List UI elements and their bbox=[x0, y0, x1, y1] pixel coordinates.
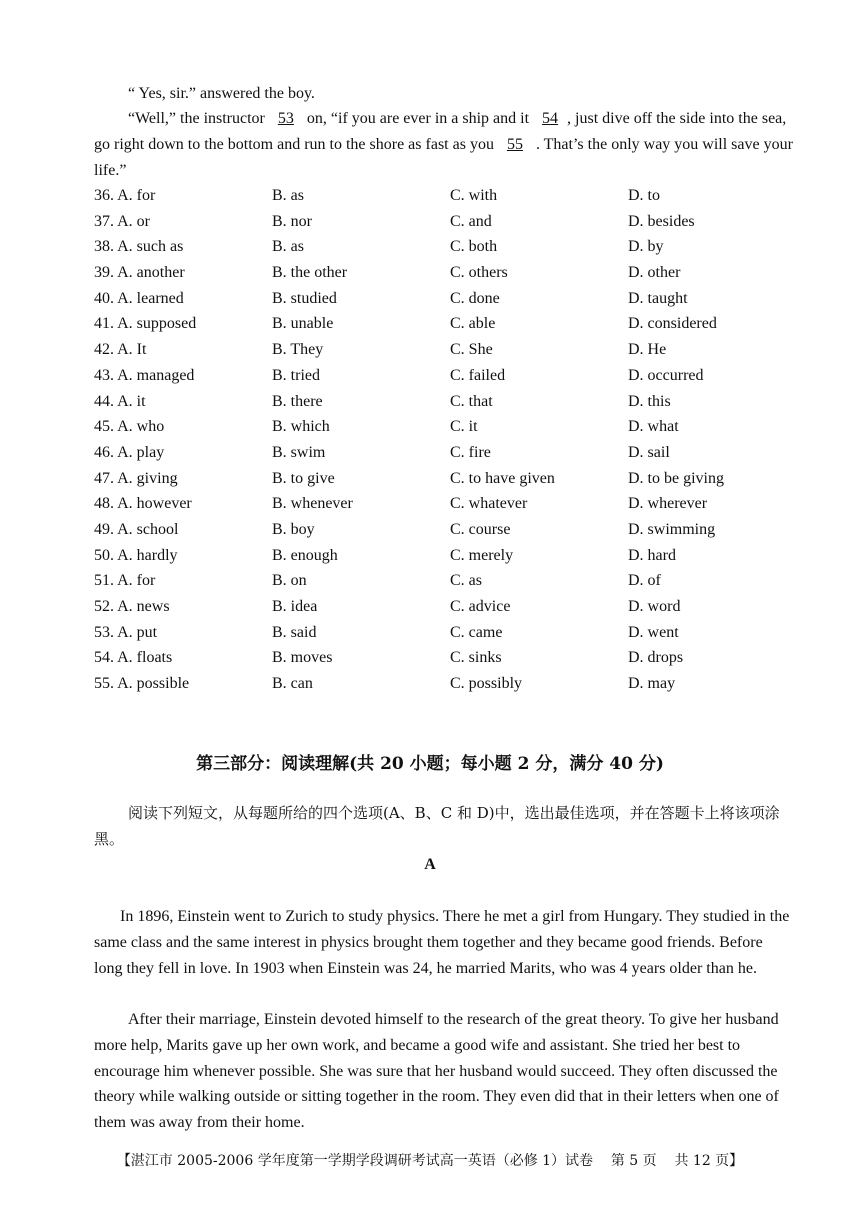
option-a: 53. A. put bbox=[94, 623, 158, 641]
option-b: B. unable bbox=[272, 315, 334, 333]
option-c: C. merely bbox=[450, 546, 514, 564]
option-b: B. swim bbox=[272, 443, 326, 461]
option-d: D. hard bbox=[628, 546, 676, 564]
option-c: C. both bbox=[450, 238, 498, 256]
option-b: B. to give bbox=[272, 469, 335, 487]
passage-text: In 1896, Einstein went to Zurich to study physics. There he met a girl from Hungary. They studied in the same class and the same interest in physics brought them together and they became good friends. Before long they fell in love. In 1903 when Einstein was 24, he married Marits, who was 4 years older than he. bbox=[94, 908, 790, 977]
question-option-row bbox=[94, 183, 794, 209]
option-d: D. may bbox=[628, 675, 676, 693]
option-b: B. as bbox=[272, 238, 304, 256]
option-d: D. other bbox=[628, 264, 681, 282]
question-option-row bbox=[94, 286, 794, 312]
option-d: D. He bbox=[628, 341, 667, 359]
question-option-row bbox=[94, 363, 794, 389]
blank-53: 53 bbox=[277, 110, 294, 127]
option-d: D. what bbox=[628, 418, 679, 436]
passage-label: A bbox=[424, 856, 436, 873]
option-b: B. whenever bbox=[272, 495, 353, 513]
option-c: C. others bbox=[450, 264, 508, 282]
question-option-row bbox=[94, 620, 794, 646]
option-b: B. enough bbox=[272, 546, 338, 564]
option-b: B. tried bbox=[272, 366, 320, 384]
question-option-row bbox=[94, 671, 794, 697]
dialogue-text: on, “if you are ever in a ship and it bbox=[306, 110, 530, 127]
blank-55: 55 bbox=[506, 135, 523, 153]
blank-54: 54 bbox=[542, 110, 559, 127]
option-a: 40. A. learned bbox=[94, 289, 184, 307]
option-d: D. to bbox=[628, 187, 660, 204]
option-a: 39. A. another bbox=[94, 264, 185, 282]
option-d: D. wherever bbox=[628, 495, 708, 513]
option-a: 55. A. possible bbox=[94, 675, 190, 693]
option-c: C. to have given bbox=[450, 469, 555, 487]
option-b: B. studied bbox=[272, 289, 337, 307]
option-b: B. can bbox=[272, 675, 313, 693]
option-b: B. boy bbox=[272, 520, 315, 538]
option-d: D. besides bbox=[628, 212, 695, 230]
passage-paragraph-2 bbox=[94, 1007, 794, 1136]
option-c: C. able bbox=[450, 315, 496, 333]
option-b: B. the other bbox=[272, 264, 348, 282]
option-a: 47. A. giving bbox=[94, 469, 178, 487]
option-a: 38. A. such as bbox=[94, 238, 184, 256]
dialogue-line-yes-sir bbox=[94, 81, 794, 107]
option-c: C. She bbox=[450, 341, 493, 359]
dialogue-text: “Well,” the instructor bbox=[128, 110, 265, 127]
option-a: 46. A. play bbox=[94, 443, 165, 461]
option-d: D. by bbox=[628, 238, 664, 256]
passage-text: After their marriage, Einstein devoted himself to the research of the great theory. To give her husband more help, Marits gave up her own work, and became a good wife and assistant. She tried her best to encourage him whenever possible. She was sure that her husband would succeed. They often discussed the theory while walking outside or sitting together in the room. They even did that in their letters when one of them was away from their home. bbox=[94, 1011, 779, 1132]
option-c: C. failed bbox=[450, 366, 506, 384]
option-c: C. done bbox=[450, 289, 500, 307]
question-option-row bbox=[94, 440, 794, 466]
option-d: D. considered bbox=[628, 315, 717, 333]
option-d: D. drops bbox=[628, 649, 684, 667]
question-option-row bbox=[94, 311, 794, 337]
instructions-text: 阅读下列短文，从每题所给的四个选项(A、B、C 和 D)中，选出最佳选项，并在答题卡上将该项涂黑。 bbox=[94, 804, 780, 848]
option-c: C. sinks bbox=[450, 649, 502, 667]
option-c: C. it bbox=[450, 418, 478, 436]
option-a: 43. A. managed bbox=[94, 366, 195, 384]
option-c: C. with bbox=[450, 187, 498, 204]
option-b: B. nor bbox=[272, 212, 312, 230]
option-d: D. to be giving bbox=[628, 469, 724, 487]
option-d: D. this bbox=[628, 392, 671, 410]
option-d: D. taught bbox=[628, 289, 688, 307]
option-c: C. as bbox=[450, 572, 482, 590]
option-c: C. fire bbox=[450, 443, 491, 461]
option-a: 42. A. It bbox=[94, 341, 147, 359]
option-a: 41. A. supposed bbox=[94, 315, 197, 333]
option-a: 48. A. however bbox=[94, 495, 192, 513]
dialogue-text: . That’s the only way you will save your life.” bbox=[94, 135, 793, 179]
passage-paragraph-1 bbox=[94, 904, 794, 981]
option-c: C. and bbox=[450, 212, 492, 230]
question-option-row bbox=[94, 517, 794, 543]
question-option-row bbox=[94, 260, 794, 286]
option-d: D. of bbox=[628, 572, 661, 590]
option-a: 45. A. who bbox=[94, 418, 165, 436]
option-c: C. advice bbox=[450, 598, 511, 615]
dialogue-text: “ Yes, sir.” answered the boy. bbox=[128, 85, 315, 102]
option-d: D. word bbox=[628, 598, 681, 615]
question-option-row bbox=[94, 414, 794, 440]
question-option-row bbox=[94, 466, 794, 492]
option-d: D. swimming bbox=[628, 520, 716, 538]
cloze-options-list bbox=[94, 183, 794, 697]
option-c: C. that bbox=[450, 392, 493, 410]
option-c: C. possibly bbox=[450, 675, 523, 693]
section-title: 第三部分：阅读理解(共 20 小题；每小题 2 分，满分 40 分) bbox=[196, 754, 664, 774]
page-footer: 【湛江市 2005-2006 学年度第一学期学段调研考试高一英语（必修 1）试卷 第 5 页 共 12 页】 bbox=[116, 1153, 744, 1169]
option-b: B. which bbox=[272, 418, 330, 436]
option-d: D. occurred bbox=[628, 366, 704, 384]
question-option-row bbox=[94, 389, 794, 415]
option-b: B. moves bbox=[272, 649, 333, 667]
question-option-row bbox=[94, 543, 794, 569]
option-a: 49. A. school bbox=[94, 520, 179, 538]
option-a: 52. A. news bbox=[94, 598, 170, 615]
question-option-row bbox=[94, 491, 794, 517]
dialogue-paragraph-instructor bbox=[94, 106, 794, 183]
option-b: B. as bbox=[272, 187, 304, 204]
question-option-row bbox=[94, 645, 794, 671]
option-c: C. whatever bbox=[450, 495, 528, 513]
dialogue-text: , just dive off the side into the sea, go right down to the bottom and run to the shore as fast as you bbox=[94, 110, 787, 153]
option-a: 37. A. or bbox=[94, 212, 150, 230]
option-a: 50. A. hardly bbox=[94, 546, 178, 564]
option-b: B. idea bbox=[272, 598, 318, 615]
option-a: 36. A. for bbox=[94, 187, 156, 204]
question-option-row bbox=[94, 594, 794, 620]
option-a: 44. A. it bbox=[94, 392, 146, 410]
option-d: D. sail bbox=[628, 443, 670, 461]
question-option-row bbox=[94, 568, 794, 594]
reading-instructions bbox=[94, 800, 796, 852]
option-b: B. said bbox=[272, 623, 317, 641]
option-c: C. course bbox=[450, 520, 511, 538]
option-a: 54. A. floats bbox=[94, 649, 173, 667]
option-b: B. there bbox=[272, 392, 323, 410]
question-option-row bbox=[94, 337, 794, 363]
option-b: B. They bbox=[272, 341, 324, 359]
option-b: B. on bbox=[272, 572, 307, 590]
option-c: C. came bbox=[450, 623, 503, 641]
option-a: 51. A. for bbox=[94, 572, 156, 590]
question-option-row bbox=[94, 209, 794, 235]
option-d: D. went bbox=[628, 623, 679, 641]
question-option-row bbox=[94, 234, 794, 260]
